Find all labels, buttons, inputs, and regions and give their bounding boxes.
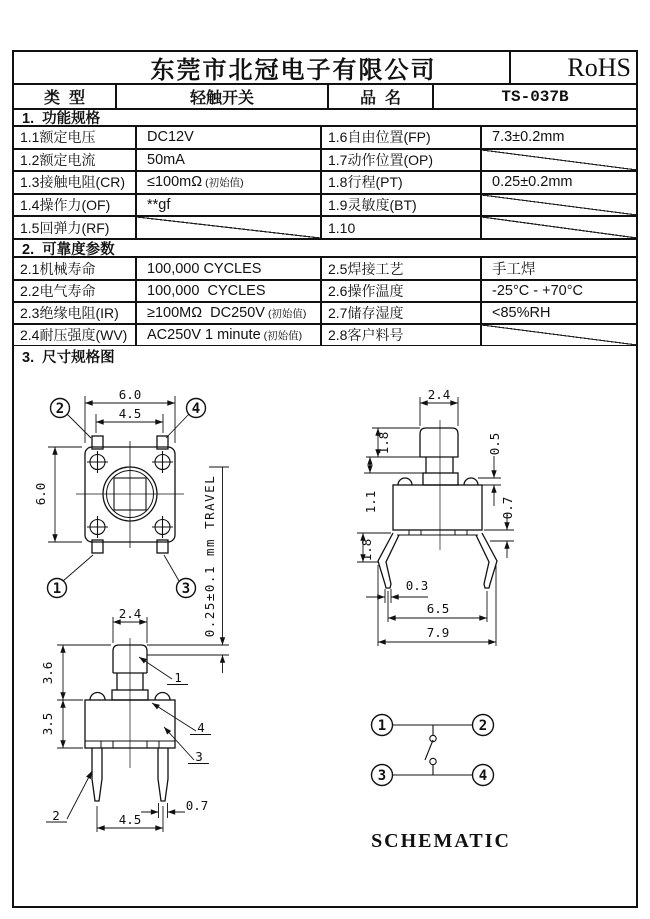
spec-value: DC12V [137, 127, 322, 150]
spec-value-na [482, 217, 637, 240]
spec-value-na [482, 195, 637, 218]
callout-2: 2 [52, 808, 60, 823]
type-value: 轻触开关 [117, 85, 329, 108]
section1-title: 1. 功能规格 [14, 110, 636, 127]
spec-key: 1.2额定电流 [14, 150, 137, 173]
product-label: 品 名 [329, 85, 434, 108]
spec-value: AC250V 1 minute (初始值) [137, 325, 322, 347]
spec-key: 2.3绝缘电阻(IR) [14, 303, 137, 325]
dim-top-width: 6.0 [118, 387, 142, 402]
spec-key: 2.8客户料号 [322, 325, 482, 347]
schematic-pin-1: 1 [377, 718, 387, 734]
spec-value: ≥100MΩ DC250V (初始值) [137, 303, 322, 325]
section1-table [14, 127, 637, 240]
rohs-badge: RoHS [509, 52, 636, 83]
dim-side-stem: 1.1 [363, 490, 378, 514]
spec-value: 100,000 CYCLES [137, 281, 322, 303]
callout-3: 3 [195, 749, 203, 764]
pin-1-label: 1 [52, 581, 62, 597]
spec-key: 1.3接触电阻(CR) [14, 172, 137, 195]
spec-key: 2.5焊接工艺 [322, 258, 482, 281]
spec-key: 2.6操作温度 [322, 281, 482, 303]
dim-front-body: 3.5 [40, 712, 55, 736]
schematic-pin-3: 3 [377, 768, 387, 784]
pin-3-label: 3 [181, 581, 191, 597]
section3-title: 3. 尺寸规格图 [14, 346, 636, 366]
spec-key: 1.5回弹力(RF) [14, 217, 137, 240]
company-name: 东莞市北冠电子有限公司 [150, 57, 437, 84]
product-value: TS-037B [501, 87, 569, 106]
spec-value: 0.25±0.2mm [482, 172, 637, 195]
initial-value-note: (初始值) [205, 176, 244, 189]
dim-top-height: 6.0 [33, 482, 48, 506]
spec-value-na [482, 150, 637, 173]
spec-key: 2.2电气寿命 [14, 281, 137, 303]
schematic-label: SCHEMATIC [371, 830, 511, 852]
schematic-pin-4: 4 [478, 768, 488, 784]
dim-front-leg: 0.7 [185, 798, 209, 813]
spec-key: 1.9灵敏度(BT) [322, 195, 482, 218]
pin-2-label: 2 [55, 401, 65, 417]
initial-value-note: (初始值) [267, 307, 307, 320]
pin-4-label: 4 [191, 401, 201, 417]
spec-value: 手工焊 [482, 258, 637, 281]
schematic-pin-2: 2 [478, 718, 488, 734]
spec-key: 1.1额定电压 [14, 127, 137, 150]
section2-table [14, 258, 637, 346]
spec-key: 1.8行程(PT) [322, 172, 482, 195]
spec-value: ≤100mΩ (初始值) [137, 172, 322, 195]
spec-value: 100,000 CYCLES [137, 258, 322, 281]
type-label: 类 型 [14, 85, 117, 108]
dim-side-outer: 7.9 [426, 625, 450, 640]
callout-1: 1 [174, 670, 182, 685]
spec-value: **gf [137, 195, 322, 218]
spec-value: 7.3±0.2mm [482, 127, 637, 150]
section2-title: 2. 可靠度参数 [14, 240, 636, 258]
dim-side-bump: 0.5 [487, 432, 502, 456]
spec-value: 50mA [137, 150, 322, 173]
dim-side-bend: 1.8 [359, 538, 374, 562]
header-row [14, 52, 636, 85]
travel-note: 0.25±0.1 mm TRAVEL [202, 474, 217, 638]
spec-key: 1.4操作力(OF) [14, 195, 137, 218]
type-product-row [14, 85, 636, 110]
callout-4: 4 [197, 720, 205, 735]
spec-key: 1.7动作位置(OP) [322, 150, 482, 173]
spec-key: 1.10 [322, 217, 482, 240]
dim-side-tip: 0.3 [405, 578, 429, 593]
spec-key: 2.1机械寿命 [14, 258, 137, 281]
dim-side-button: 2.4 [427, 387, 451, 402]
spec-value: -25°C - +70°C [482, 281, 637, 303]
dim-front-span: 4.5 [118, 812, 142, 827]
dim-top-pins: 4.5 [118, 406, 142, 421]
dim-front-button: 2.4 [118, 606, 142, 621]
spec-value-na [137, 217, 322, 240]
dim-side-cap: 1.8 [376, 431, 391, 455]
initial-value-note: (初始值) [263, 329, 303, 342]
spec-key: 1.6自由位置(FP) [322, 127, 482, 150]
dim-side-inner: 6.5 [426, 601, 450, 616]
dim-side-base: 0.7 [500, 496, 515, 520]
dim-front-cap: 3.6 [40, 661, 55, 685]
spec-value-na [482, 325, 637, 347]
spec-value: <85%RH [482, 303, 637, 325]
spec-key: 2.4耐压强度(WV) [14, 325, 137, 347]
spec-key: 2.7储存湿度 [322, 303, 482, 325]
